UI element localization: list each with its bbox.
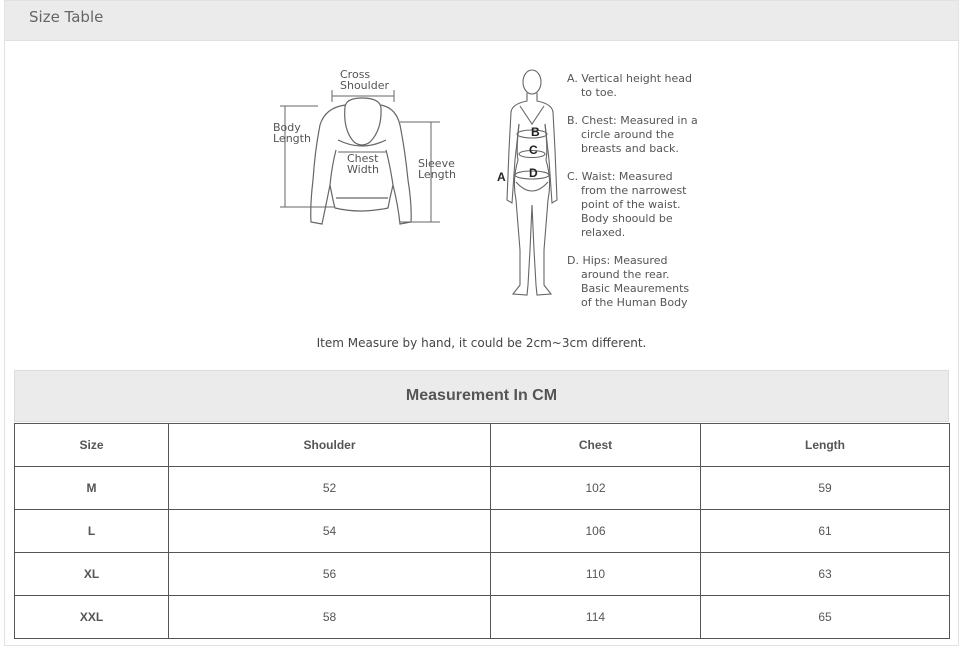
marker-c: C	[529, 143, 538, 157]
table-row	[15, 467, 950, 510]
measurement-table-section	[14, 370, 949, 639]
column-header-size: Size	[15, 424, 169, 467]
human-body-illustration-icon	[507, 70, 557, 295]
note-b: B. Chest: Measured in a circle around the breasts and back.	[567, 114, 698, 155]
size-cell: M	[15, 467, 169, 510]
measurement-notes	[567, 72, 698, 309]
note-a: A. Vertical height head to toe.	[567, 72, 693, 99]
note-c: C. Waist: Measured from the narrowest point of the waist. Body shoould be relaxed.	[567, 170, 687, 239]
column-header-length: Length	[701, 424, 950, 467]
shoulder-cell: 52	[169, 467, 491, 510]
page-title: Size Table	[29, 8, 104, 26]
column-header-chest: Chest	[491, 424, 701, 467]
table-title: Measurement In CM	[14, 370, 949, 422]
chest-cell: 110	[491, 553, 701, 596]
length-cell: 65	[701, 596, 950, 639]
note-d: D. Hips: Measured around the rear. Basic Meaurements of the Human Body	[567, 254, 690, 309]
chest-width-label: Chest Width	[347, 152, 379, 176]
table-row	[15, 596, 950, 639]
column-header-shoulder: Shoulder	[169, 424, 491, 467]
measure-note: Item Measure by hand, it could be 2cm~3cm different.	[316, 336, 647, 350]
table-row	[15, 510, 950, 553]
size-cell: XL	[15, 553, 169, 596]
marker-a: A	[497, 170, 506, 184]
sleeve-length-label: Sleeve Length	[418, 157, 456, 181]
size-cell: XXL	[15, 596, 169, 639]
chest-cell: 106	[491, 510, 701, 553]
table-row	[15, 553, 950, 596]
chest-cell: 102	[491, 467, 701, 510]
body-length-label: Body Length	[273, 121, 311, 145]
table-header-row	[15, 424, 950, 467]
shoulder-cell: 54	[169, 510, 491, 553]
shoulder-cell: 56	[169, 553, 491, 596]
chest-cell: 114	[491, 596, 701, 639]
measurement-table	[14, 423, 950, 639]
marker-d: D	[529, 166, 538, 180]
length-cell: 59	[701, 467, 950, 510]
shoulder-cell: 58	[169, 596, 491, 639]
cross-shoulder-label-text: Cross Shoulder	[340, 68, 389, 92]
size-cell: L	[15, 510, 169, 553]
length-cell: 61	[701, 510, 950, 553]
marker-b: B	[531, 125, 540, 139]
length-cell: 63	[701, 553, 950, 596]
